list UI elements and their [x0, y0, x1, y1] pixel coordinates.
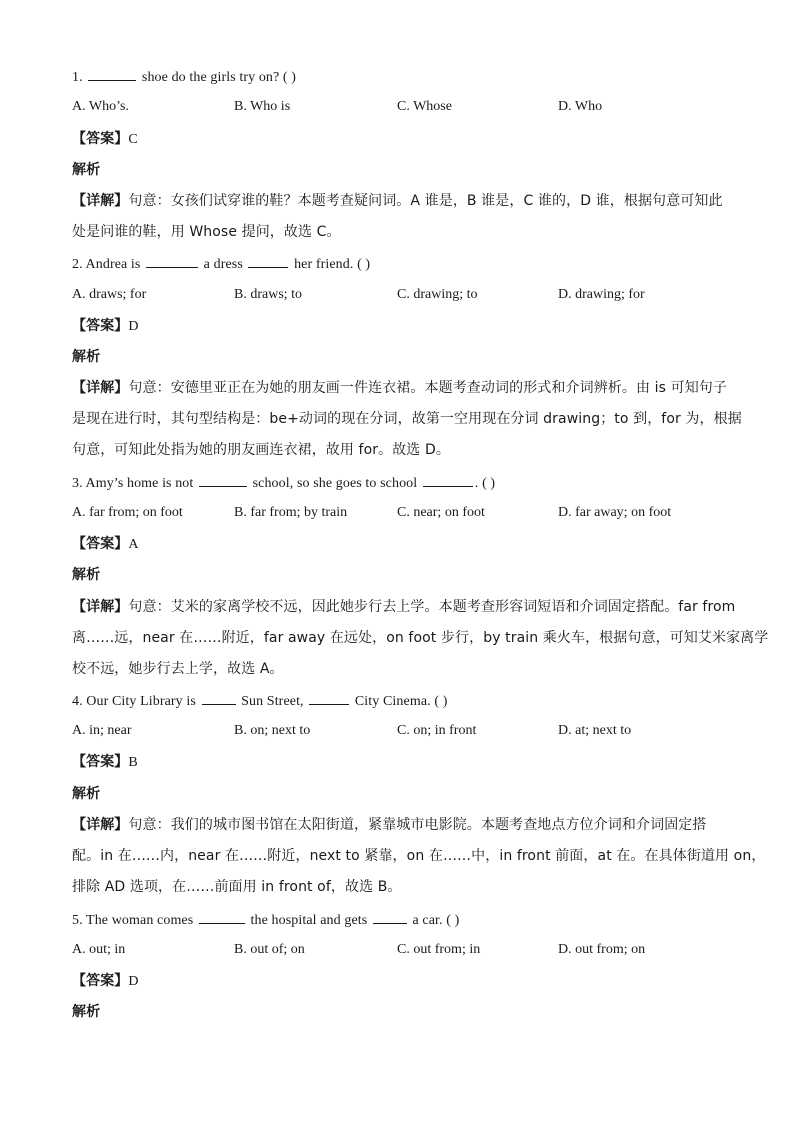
- option-c: C. on; in front: [397, 723, 477, 738]
- option-c: C. Whose: [397, 99, 452, 114]
- answer-value: D: [128, 974, 139, 989]
- option-b: B. out of; on: [234, 942, 305, 957]
- detail-1-line-1: 【详解】句意：女孩们试穿谁的鞋？本题考查疑问词。A 谁是，B 谁是，C 谁的，D 谁，根据句意可知此: [72, 193, 723, 209]
- answer-value: C: [128, 132, 138, 147]
- answer-value: D: [128, 319, 139, 334]
- analysis-3: [72, 565, 722, 586]
- question-2: 2. Andrea is a dress her friend. ( ): [72, 253, 722, 275]
- answer-blank: [146, 253, 198, 268]
- detail-3-line-3: 校不远，她步行去上学，故选 A。: [72, 661, 284, 677]
- answer-blank: [202, 690, 236, 705]
- analysis-1: [72, 160, 722, 181]
- option-c: C. out from; in: [397, 942, 481, 957]
- detail-4-line-1: 【详解】句意：我们的城市图书馆在太阳街道，紧靠城市电影院。本题考查地点方位介词和介词固定搭: [72, 817, 707, 833]
- option-d: D. drawing; for: [558, 287, 645, 302]
- detail-4-line-3: 排除 AD 选项，在……前面用 in front of，故选 B。: [72, 879, 402, 895]
- answer-5: [72, 971, 722, 992]
- detail-3-line-1: 【详解】句意：艾米的家离学校不远，因此她步行去上学。本题考查形容词短语和介词固定搭配。far from: [72, 599, 736, 615]
- answer-3: [72, 534, 722, 555]
- detail-label: 【详解】: [72, 817, 129, 833]
- detail-2-line-3: 句意，可知此处指为她的朋友画连衣裙，故用 for。故选 D。: [72, 442, 450, 458]
- option-b: B. Who is: [234, 99, 291, 114]
- option-a: A. out; in: [72, 942, 126, 957]
- analysis-2: [72, 347, 722, 368]
- answer-label: 【答案】: [72, 536, 129, 552]
- options-3: [72, 503, 722, 523]
- option-d: D. out from; on: [558, 942, 646, 957]
- answer-1: [72, 129, 722, 150]
- detail-1-line-2: 处是问谁的鞋，用 Whose 提问，故选 C。: [72, 224, 341, 240]
- option-c: C. near; on foot: [397, 505, 485, 520]
- option-b: B. draws; to: [234, 287, 303, 302]
- answer-label: 【答案】: [72, 973, 129, 989]
- answer-4: [72, 752, 722, 773]
- detail-4-line-2: 配。in 在……内，near 在……附近，next to 紧靠，on 在……中，in front 前面，at 在。在具体街道用 on，: [72, 848, 766, 864]
- answer-2: [72, 316, 722, 337]
- question-3: 3. Amy’s home is not school, so she goes to school . ( ): [72, 472, 722, 494]
- answer-label: 【答案】: [72, 754, 129, 770]
- answer-blank: [309, 690, 349, 705]
- answer-blank: [423, 472, 473, 487]
- option-d: D. Who: [558, 99, 603, 114]
- option-d: D. at; next to: [558, 723, 632, 738]
- answer-blank: [199, 472, 247, 487]
- answer-blank: [373, 909, 407, 924]
- analysis-label: 解析: [72, 567, 101, 583]
- question-1: 1. shoe do the girls try on? ( ): [72, 66, 722, 88]
- analysis-label: 解析: [72, 1004, 101, 1020]
- options-4: [72, 721, 722, 741]
- analysis-label: 解析: [72, 162, 101, 178]
- answer-value: B: [128, 755, 138, 770]
- options-1: [72, 97, 722, 117]
- detail-3-line-2: 离……远，near 在……附近，far away 在远处，on foot 步行，by train 乘火车，根据句意，可知艾米家离学: [72, 630, 769, 646]
- option-a: A. draws; for: [72, 287, 147, 302]
- detail-label: 【详解】: [72, 380, 129, 396]
- answer-blank: [199, 909, 245, 924]
- analysis-label: 解析: [72, 349, 101, 365]
- option-b: B. on; next to: [234, 723, 311, 738]
- option-c: C. drawing; to: [397, 287, 478, 302]
- option-d: D. far away; on foot: [558, 505, 672, 520]
- detail-2-line-1: 【详解】句意：安德里亚正在为她的朋友画一件连衣裙。本题考查动词的形式和介词辨析。由 is 可知句子: [72, 380, 727, 396]
- detail-2-line-2: 是现在进行时，其句型结构是：be+动词的现在分词，故第一空用现在分词 drawing；to 到，for 为，根据: [72, 411, 742, 427]
- options-2: [72, 285, 722, 305]
- option-a: A. in; near: [72, 723, 132, 738]
- option-a: A. Who’s.: [72, 99, 129, 114]
- answer-value: A: [128, 537, 139, 552]
- option-a: A. far from; on foot: [72, 505, 183, 520]
- question-4: 4. Our City Library is Sun Street, City Cinema. ( ): [72, 690, 722, 712]
- detail-label: 【详解】: [72, 193, 129, 209]
- answer-blank: [248, 253, 288, 268]
- options-5: [72, 940, 722, 960]
- analysis-label: 解析: [72, 786, 101, 802]
- analysis-4: [72, 784, 722, 805]
- answer-label: 【答案】: [72, 131, 129, 147]
- answer-blank: [88, 66, 136, 81]
- answer-label: 【答案】: [72, 318, 129, 334]
- analysis-5: [72, 1002, 722, 1023]
- detail-label: 【详解】: [72, 599, 129, 615]
- option-b: B. far from; by train: [234, 505, 348, 520]
- question-5: 5. The woman comes the hospital and gets a car. ( ): [72, 909, 722, 931]
